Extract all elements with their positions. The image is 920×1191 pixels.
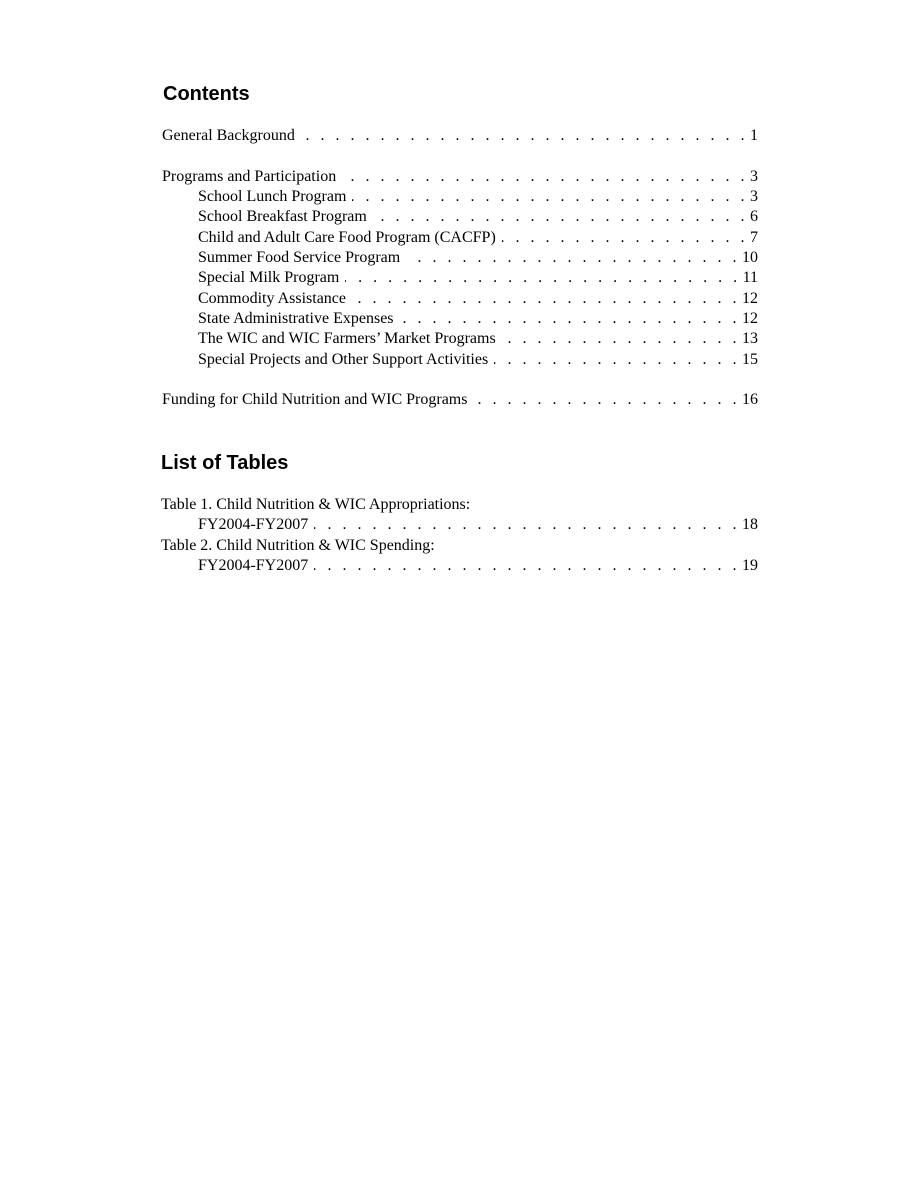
dot-leader [352, 187, 748, 207]
dot-leader [494, 350, 740, 370]
table-entry-title[interactable]: Table 1. Child Nutrition & WIC Appropriations: [161, 496, 471, 513]
dot-leader [314, 556, 740, 576]
toc-page-number: 15 [742, 351, 758, 368]
toc-page-number: 12 [742, 290, 758, 307]
toc-entry-label: Special Milk Program [198, 269, 340, 286]
toc-entry-special-milk[interactable] [198, 268, 758, 288]
dot-leader [342, 167, 748, 187]
toc-page-number: 1 [750, 127, 758, 144]
toc-entry-state-admin-expenses[interactable] [198, 309, 758, 329]
dot-leader [406, 248, 740, 268]
toc-page-number: 7 [750, 229, 758, 246]
toc-entry-label: State Administrative Expenses [198, 310, 394, 327]
contents-heading: Contents [163, 83, 250, 105]
toc-entry-label: The WIC and WIC Farmers’ Market Programs [198, 330, 496, 347]
table-entry-subtitle: FY2004-FY2007 [198, 516, 309, 533]
list-of-tables-heading: List of Tables [161, 452, 289, 474]
table-entry-subtitle: FY2004-FY2007 [198, 557, 309, 574]
toc-page-number: 12 [742, 310, 758, 327]
dot-leader [373, 207, 748, 227]
dot-leader [473, 390, 740, 410]
toc-entry-label: School Lunch Program [198, 188, 347, 205]
dot-leader [502, 228, 748, 248]
dot-leader [502, 329, 740, 349]
toc-entry-school-lunch[interactable] [198, 187, 758, 207]
dot-leader [345, 268, 740, 288]
toc-page-number: 16 [742, 391, 758, 408]
toc-entry-funding[interactable] [162, 390, 758, 410]
toc-page-number: 3 [750, 188, 758, 205]
table-entry-1[interactable] [198, 515, 758, 535]
dot-leader [301, 126, 748, 146]
toc-page-number: 18 [742, 516, 758, 533]
toc-entry-label: Child and Adult Care Food Program (CACFP) [198, 229, 496, 246]
toc-page-number: 13 [742, 330, 758, 347]
toc-entry-programs-and-participation[interactable] [162, 167, 758, 187]
toc-entry-label: School Breakfast Program [198, 208, 367, 225]
dot-leader [400, 309, 740, 329]
toc-entry-label: Commodity Assistance [198, 290, 346, 307]
toc-page-number: 11 [742, 269, 758, 286]
dot-leader [352, 289, 740, 309]
toc-entry-label: Summer Food Service Program [198, 249, 401, 266]
toc-entry-commodity-assistance[interactable] [198, 289, 758, 309]
toc-entry-label: Funding for Child Nutrition and WIC Programs [162, 391, 468, 408]
toc-entry-school-breakfast[interactable] [198, 207, 758, 227]
toc-entry-label: Programs and Participation [162, 168, 337, 185]
toc-entry-label: Special Projects and Other Support Activities [198, 351, 489, 368]
toc-entry-wic-farmers-market[interactable] [198, 329, 758, 349]
toc-page-number: 6 [750, 208, 758, 225]
toc-entry-special-projects[interactable] [198, 350, 758, 370]
toc-entry-general-background[interactable] [162, 126, 758, 146]
toc-page-number: 3 [750, 168, 758, 185]
toc-entry-label: General Background [162, 127, 295, 144]
dot-leader [314, 515, 740, 535]
toc-page-number: 10 [742, 249, 758, 266]
toc-page-number: 19 [742, 557, 758, 574]
table-entry-2[interactable] [198, 556, 758, 576]
toc-entry-cacfp[interactable] [198, 228, 758, 248]
table-entry-title[interactable]: Table 2. Child Nutrition & WIC Spending: [161, 537, 435, 554]
toc-entry-summer-food-service[interactable] [198, 248, 758, 268]
